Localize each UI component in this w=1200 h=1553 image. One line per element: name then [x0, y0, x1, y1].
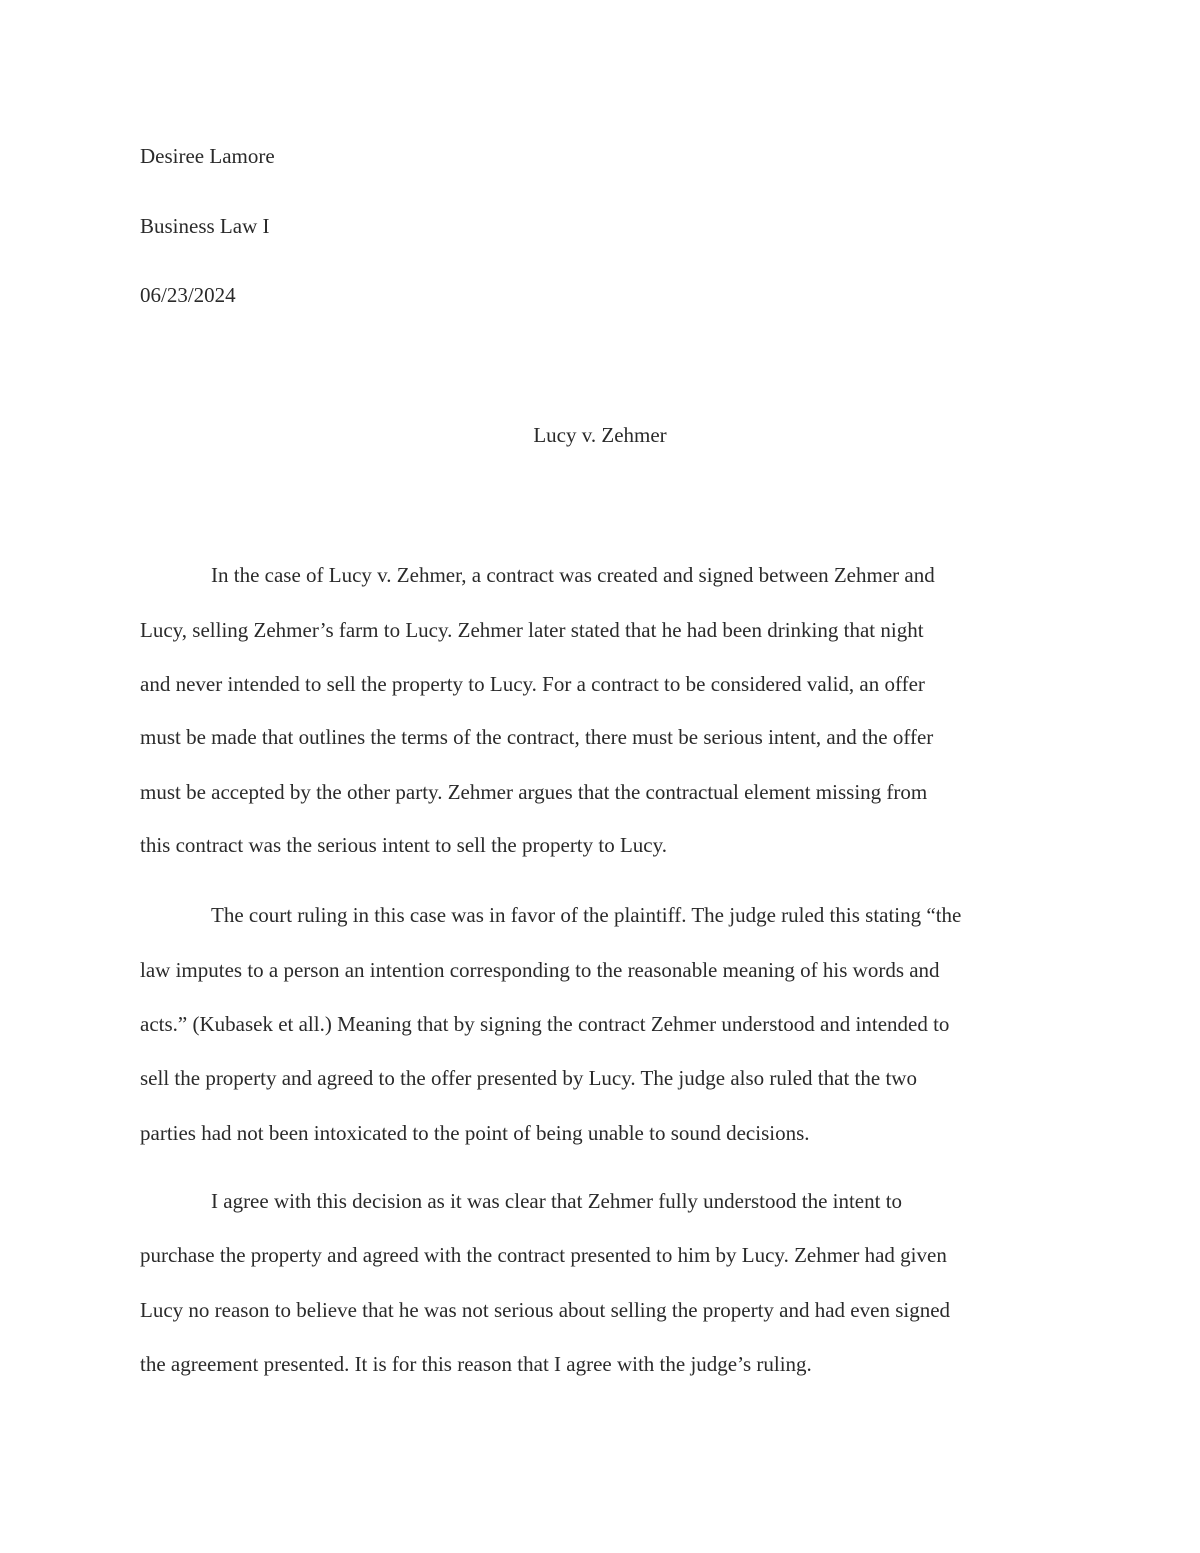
paragraph-line: law imputes to a person an intention corresponding to the reasonable meaning of his words and	[140, 958, 940, 982]
paragraph-line: and never intended to sell the property to Lucy. For a contract to be considered valid, an offer	[140, 672, 925, 696]
document-title: Lucy v. Zehmer	[533, 423, 667, 447]
paragraph-line: must be made that outlines the terms of the contract, there must be serious intent, and the offer	[140, 725, 934, 749]
paragraph-line: this contract was the serious intent to sell the property to Lucy.	[140, 833, 668, 857]
paragraph-line: purchase the property and agreed with the contract presented to him by Lucy. Zehmer had given	[140, 1243, 947, 1267]
paragraph-line: Lucy no reason to believe that he was not serious about selling the property and had even signed	[140, 1298, 951, 1322]
paragraph-line: The court ruling in this case was in favor of the plaintiff. The judge ruled this stating “the	[211, 903, 962, 927]
author-name: Desiree Lamore	[140, 144, 275, 168]
paragraph-line: Lucy, selling Zehmer’s farm to Lucy. Zehmer later stated that he had been drinking that night	[140, 618, 924, 642]
paragraph-line: parties had not been intoxicated to the point of being unable to sound decisions.	[140, 1121, 810, 1145]
course-name: Business Law I	[140, 214, 270, 238]
paragraph-line: sell the property and agreed to the offer presented by Lucy. The judge also ruled that the two	[140, 1066, 917, 1090]
paragraph-line: In the case of Lucy v. Zehmer, a contract was created and signed between Zehmer and	[211, 563, 935, 587]
document-date: 06/23/2024	[140, 283, 236, 307]
paragraph-line: must be accepted by the other party. Zehmer argues that the contractual element missing from	[140, 780, 928, 804]
paragraph-line: the agreement presented. It is for this reason that I agree with the judge’s ruling.	[140, 1352, 812, 1376]
paragraph-line: acts.” (Kubasek et all.) Meaning that by signing the contract Zehmer understood and intended to	[140, 1012, 950, 1036]
paragraph-line: I agree with this decision as it was clear that Zehmer fully understood the intent to	[211, 1189, 903, 1213]
